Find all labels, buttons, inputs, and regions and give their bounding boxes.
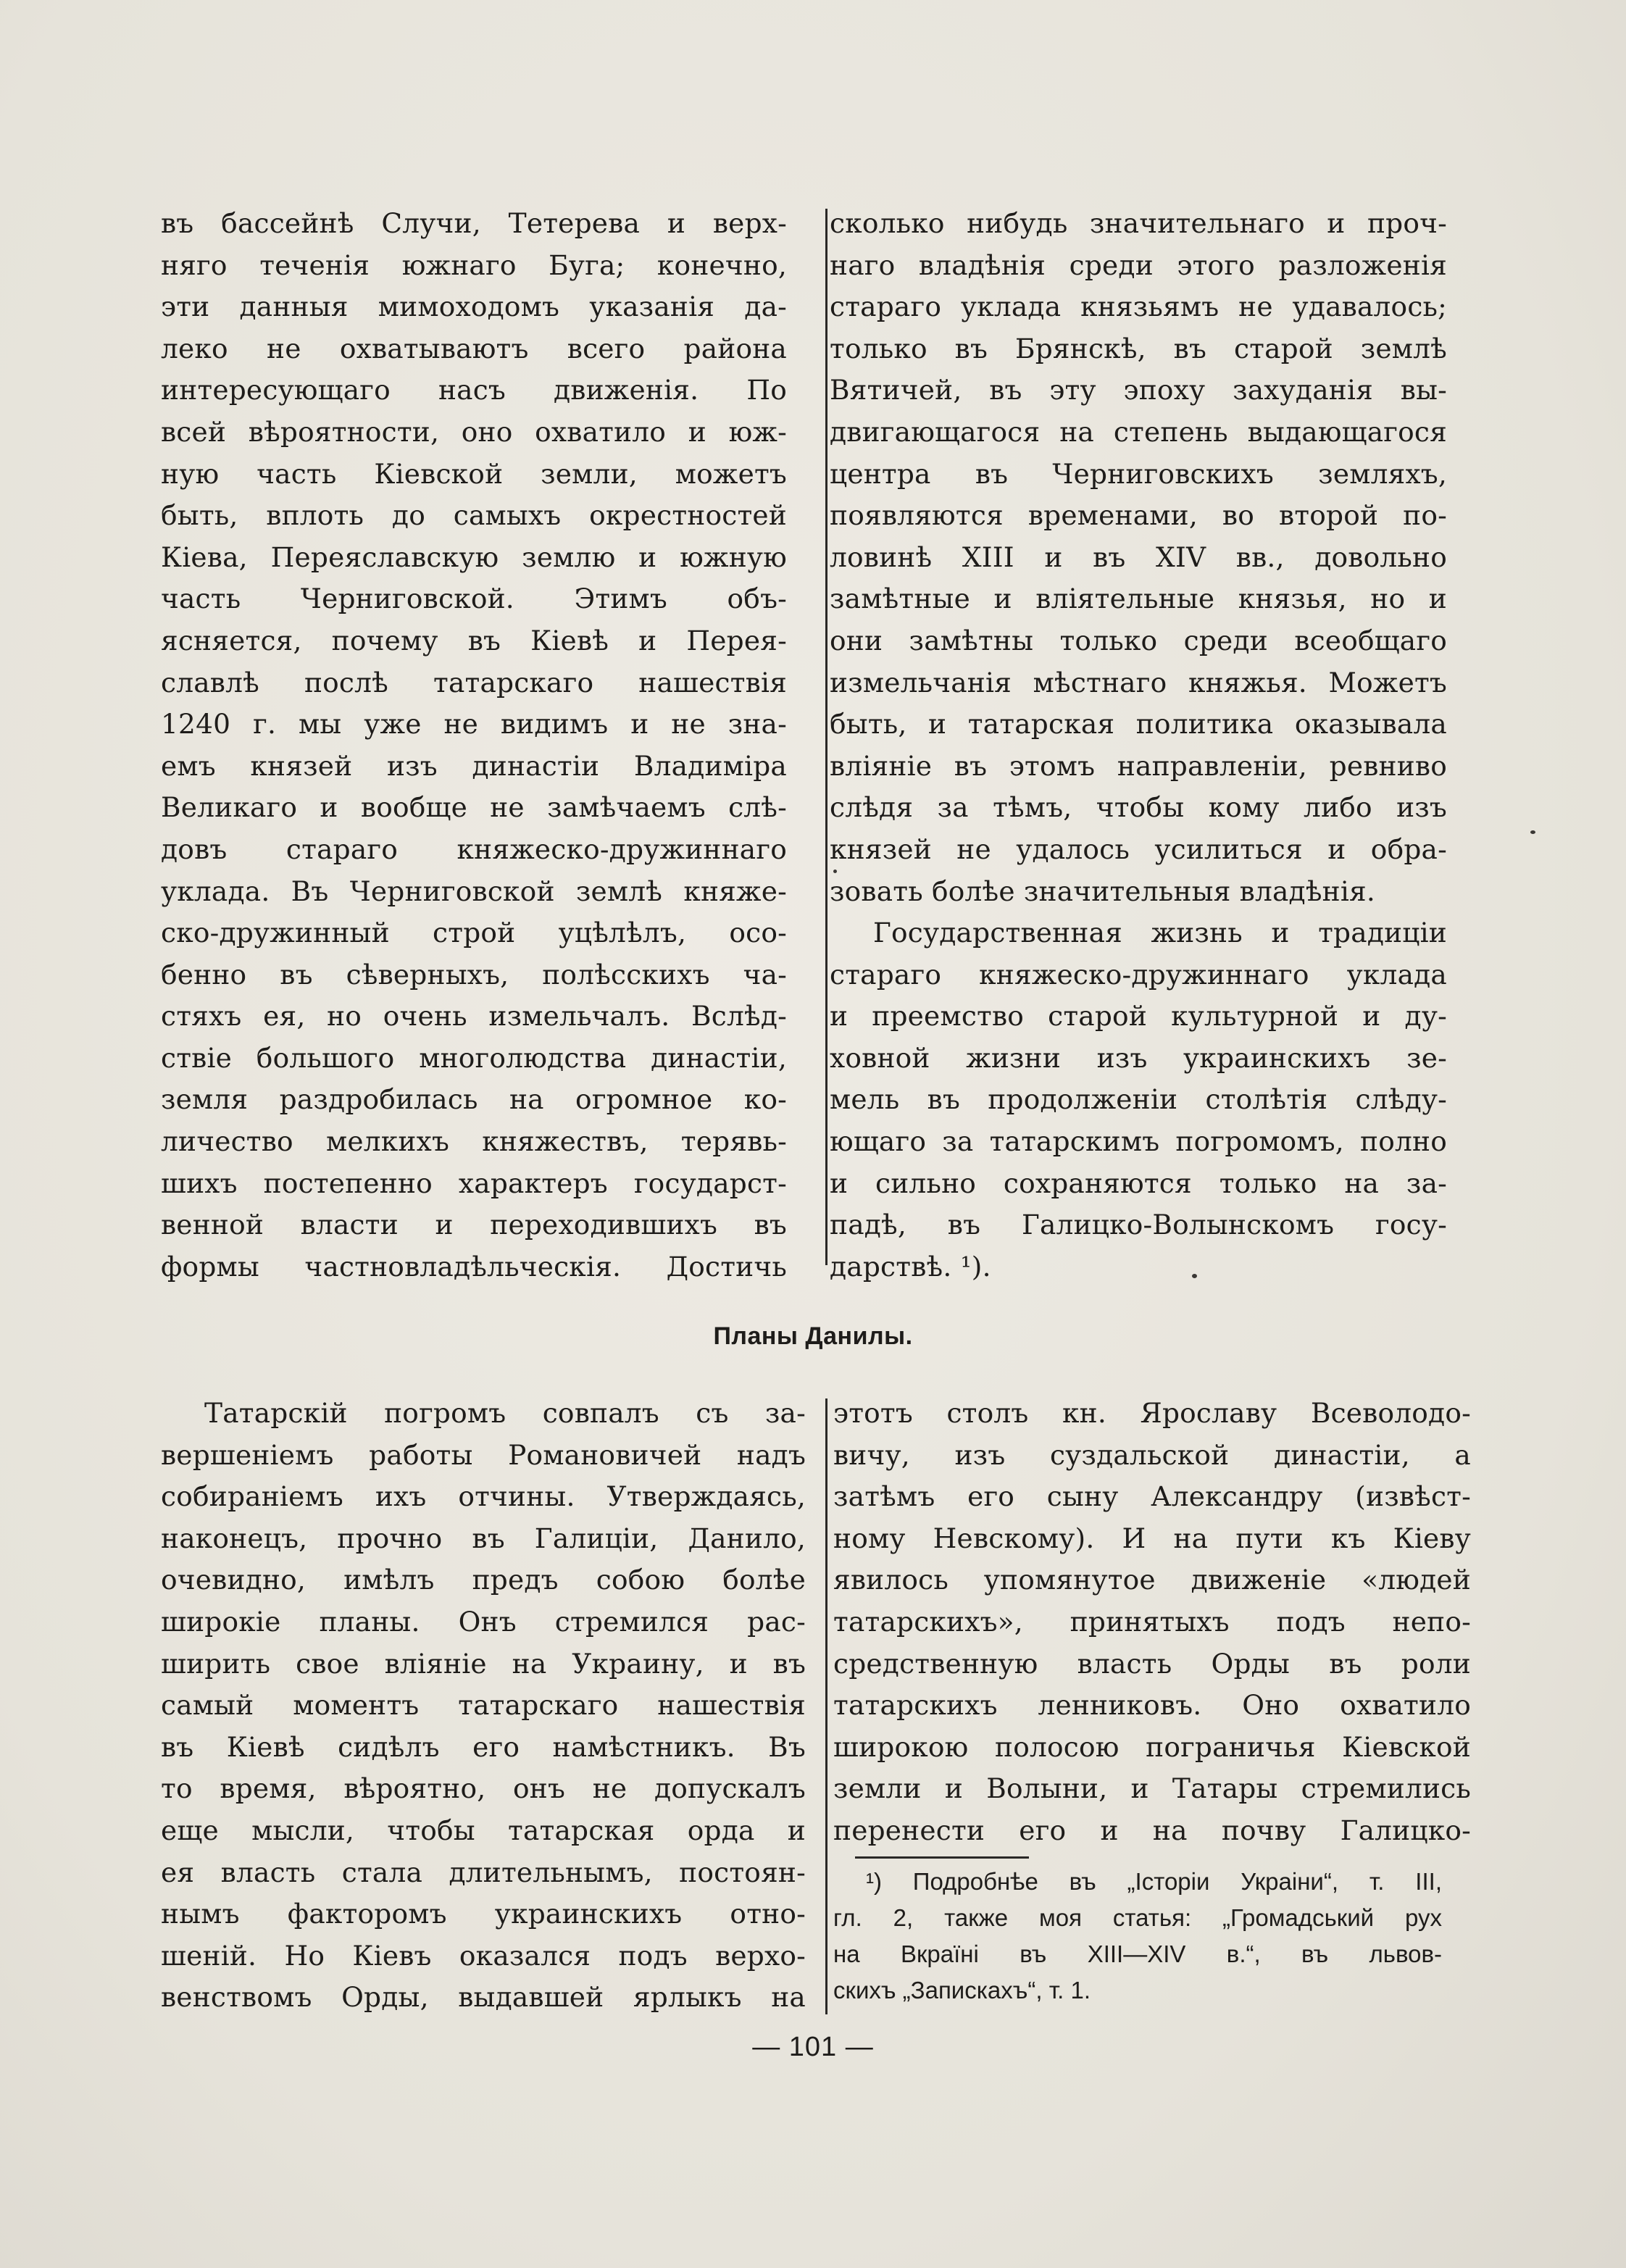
text-line: вершеніемъ работы Романовичей надъ	[161, 1438, 806, 1471]
text-line: измельчанія мѣстнаго княжья. Можетъ	[830, 666, 1447, 699]
text-line: Кіева, Переяславскую землю и южную	[161, 541, 787, 573]
footnote-rule	[855, 1856, 1029, 1859]
text-line: шеній. Но Кіевъ оказался подъ верхо-	[161, 1939, 806, 1972]
text-line: Государственная жизнь и традиціи	[873, 917, 1447, 949]
text-line: самый моментъ татарскаго нашествія	[161, 1689, 806, 1722]
text-line: ховной жизни изъ украинскихъ зе-	[830, 1041, 1447, 1074]
text-line: нымъ факторомъ украинскихъ отно-	[161, 1898, 806, 1930]
text-line: сколько нибудь значительнаго и проч-	[830, 207, 1447, 239]
text-line: двигающагося на степень выдающагося	[830, 415, 1447, 448]
top-left-column	[161, 203, 787, 1288]
section-heading: Планы Данилы.	[713, 1322, 913, 1350]
text-line: явилось упомянутое движеніе «людей	[833, 1564, 1471, 1596]
text-line: уклада. Въ Черниговской землѣ княже-	[161, 875, 787, 907]
text-line: быть, вплоть до самыхъ окрестностей	[161, 499, 787, 532]
text-line: ствіе большого многолюдства династіи,	[161, 1041, 787, 1074]
text-line: Великаго и вообще не замѣчаемъ слѣ-	[161, 791, 787, 824]
text-line: этотъ столъ кн. Ярославу Всеволодо-	[833, 1397, 1471, 1429]
text-line: интересующаго насъ движенія. По	[161, 374, 787, 407]
text-line: ширить свое вліяніе на Украину, и въ	[161, 1647, 806, 1680]
text-line: широкою полосою пограничья Кіевской	[833, 1730, 1471, 1763]
footnote-line: скихъ „Запискахъ“, т. 1.	[833, 1977, 1091, 2004]
text-line: и преемство старой культурной и ду-	[830, 1000, 1447, 1033]
text-line: князей не удалось усилиться и обра-	[830, 833, 1447, 865]
text-line: стараго княжеско-дружиннаго уклада	[830, 958, 1447, 991]
footnote-line: ¹) Подробнѣе въ „Історіи Украіни“, т. III,	[866, 1868, 1442, 1895]
text-line: перенести его и на почву Галицко-	[833, 1814, 1471, 1846]
text-line: Вятичей, въ эту эпоху захуданія вы-	[830, 374, 1447, 407]
text-line: ско-дружинный строй уцѣлѣлъ, осо-	[161, 917, 787, 949]
text-line: то время, вѣроятно, онъ не допускалъ	[161, 1772, 806, 1805]
text-line: появляются временами, во второй по-	[830, 499, 1447, 532]
text-line: широкіе планы. Онъ стремился рас-	[161, 1605, 806, 1638]
text-line: формы частновладѣльческія. Достичь	[161, 1250, 787, 1283]
footnote-line: на Вкраїні въ XIII—XIV в.“, въ львов-	[833, 1940, 1442, 1967]
text-line: они замѣтны только среди всеобщаго	[830, 624, 1447, 656]
text-line: стараго уклада князьямъ не удавалось;	[830, 291, 1447, 323]
bottom-left-column	[161, 1393, 806, 2019]
text-line: быть, и татарская политика оказывала	[830, 708, 1447, 741]
text-line: замѣтные и вліятельные князья, но и	[830, 583, 1447, 615]
text-line: очевидно, имѣлъ предъ собою болѣе	[161, 1564, 806, 1596]
text-line: падѣ, въ Галицко-Волынскомъ госу-	[830, 1209, 1447, 1241]
text-line: дарствѣ. ¹).	[830, 1250, 991, 1283]
text-line: стяхъ ея, но очень измельчалъ. Вслѣд-	[161, 1000, 787, 1033]
paper-speck	[1192, 1274, 1197, 1278]
text-line: слѣдя за тѣмъ, чтобы кому либо изъ	[830, 791, 1447, 824]
text-line: мель въ продолженіи столѣтія слѣду-	[830, 1083, 1447, 1116]
text-line: и сильно сохраняются только на за-	[830, 1167, 1447, 1199]
text-line: леко не охватываютъ всего района	[161, 332, 787, 364]
text-line: шихъ постепенно характеръ государст-	[161, 1167, 787, 1199]
text-line: емъ князей изъ династіи Владиміра	[161, 749, 787, 782]
text-line: земли и Волыни, и Татары стремились	[833, 1772, 1471, 1805]
text-line: ному Невскому). И на пути къ Кіеву	[833, 1522, 1471, 1554]
top-right-column	[830, 203, 1447, 1288]
text-line: татарскихъ ленниковъ. Оно охватило	[833, 1689, 1471, 1722]
text-line: ловинѣ XIII и въ XIV вв., довольно	[830, 541, 1447, 573]
text-line: только въ Брянскѣ, въ старой землѣ	[830, 332, 1447, 364]
column-divider-bottom	[825, 1398, 827, 2014]
text-line: средственную власть Орды въ роли	[833, 1647, 1471, 1680]
text-line: земля раздробилась на огромное ко-	[161, 1083, 787, 1116]
text-line: ную часть Кіевской земли, можетъ	[161, 457, 787, 490]
text-line: вичу, изъ суздальской династіи, а	[833, 1438, 1471, 1471]
text-line: личество мелкихъ княжествъ, терявь-	[161, 1125, 787, 1158]
text-line: всей вѣроятности, оно охватило и юж-	[161, 415, 787, 448]
bottom-right-column	[833, 1393, 1471, 1852]
text-line: венствомъ Орды, выдавшей ярлыкъ на	[161, 1981, 806, 2014]
text-line: венной власти и переходившихъ въ	[161, 1209, 787, 1241]
text-line: ющаго за татарскимъ погромомъ, полно	[830, 1125, 1447, 1158]
text-line: затѣмъ его сыну Александру (извѣст-	[833, 1480, 1471, 1513]
text-line: славлѣ послѣ татарскаго нашествія	[161, 666, 787, 699]
text-line: эти данныя мимоходомъ указанія да-	[161, 291, 787, 323]
text-line: 1240 г. мы уже не видимъ и не зна-	[161, 708, 787, 741]
text-line: ея власть стала длительнымъ, постоян-	[161, 1856, 806, 1888]
page-number: — 101 —	[752, 2032, 874, 2062]
paper-speck	[833, 870, 837, 873]
text-line: въ бассейнѣ Случи, Тетерева и верх-	[161, 207, 787, 239]
text-line: ясняется, почему въ Кіевѣ и Перея-	[161, 624, 787, 656]
text-line: довъ стараго княжеско-дружиннаго	[161, 833, 787, 865]
footnote	[833, 1864, 1442, 2009]
text-line: собираніемъ ихъ отчины. Утверждаясь,	[161, 1480, 806, 1513]
footnote-line: гл. 2, также моя статья: „Громадський рух	[833, 1904, 1442, 1931]
text-line: татарскихъ», принятыхъ подъ непо-	[833, 1605, 1471, 1638]
column-divider-top	[825, 209, 827, 1265]
text-line: няго теченія южнаго Буга; конечно,	[161, 249, 787, 281]
text-line: наго владѣнія среди этого разложенія	[830, 249, 1447, 281]
text-line: еще мысли, чтобы татарская орда и	[161, 1814, 806, 1846]
text-line: наконецъ, прочно въ Галиціи, Данило,	[161, 1522, 806, 1554]
text-line: вліяніе въ этомъ направленіи, ревниво	[830, 749, 1447, 782]
text-line: центра въ Черниговскихъ земляхъ,	[830, 457, 1447, 490]
text-line: Татарскій погромъ совпалъ съ за-	[204, 1397, 806, 1429]
text-line: зовать болѣе значительныя владѣнія.	[830, 875, 1376, 907]
text-line: въ Кіевѣ сидѣлъ его намѣстникъ. Въ	[161, 1730, 806, 1763]
text-line: бенно въ сѣверныхъ, полѣсскихъ ча-	[161, 958, 787, 991]
text-line: часть Черниговской. Этимъ объ-	[161, 583, 787, 615]
paper-speck	[1530, 830, 1535, 834]
